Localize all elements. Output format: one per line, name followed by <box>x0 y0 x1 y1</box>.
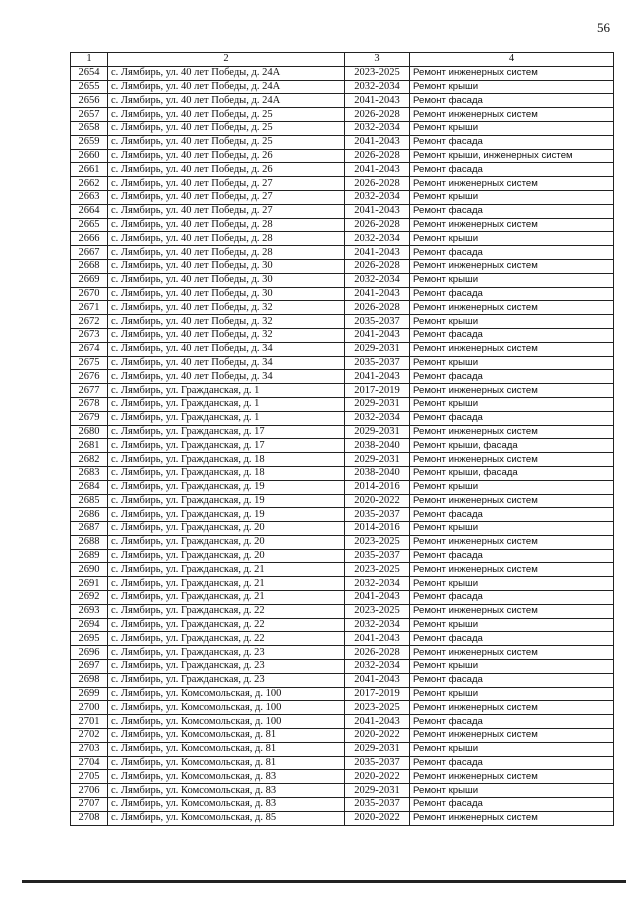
table-row <box>71 715 614 729</box>
work-type-cell: Ремонт крыши <box>410 480 614 494</box>
work-type-cell: Ремонт фасада <box>410 135 614 149</box>
period-cell: 2026-2028 <box>345 218 410 232</box>
row-number-cell: 2701 <box>71 715 108 729</box>
row-number-cell: 2678 <box>71 397 108 411</box>
table-row <box>71 784 614 798</box>
address-cell: с. Лямбирь, ул. Комсомольская, д. 85 <box>108 811 345 825</box>
work-type-cell: Ремонт крыши <box>410 687 614 701</box>
table-row <box>71 770 614 784</box>
period-cell: 2041-2043 <box>345 246 410 260</box>
table-row <box>71 811 614 825</box>
address-cell: с. Лямбирь, ул. 40 лет Победы, д. 32 <box>108 301 345 315</box>
period-cell: 2026-2028 <box>345 301 410 315</box>
row-number-cell: 2665 <box>71 218 108 232</box>
address-cell: с. Лямбирь, ул. 40 лет Победы, д. 34 <box>108 370 345 384</box>
table-row <box>71 287 614 301</box>
period-cell: 2014-2016 <box>345 480 410 494</box>
address-cell: с. Лямбирь, ул. 40 лет Победы, д. 28 <box>108 218 345 232</box>
row-number-cell: 2673 <box>71 328 108 342</box>
table-row <box>71 273 614 287</box>
row-number-cell: 2675 <box>71 356 108 370</box>
table-row <box>71 218 614 232</box>
table-row <box>71 563 614 577</box>
work-type-cell: Ремонт крыши <box>410 80 614 94</box>
work-type-cell: Ремонт крыши, инженерных систем <box>410 149 614 163</box>
address-cell: с. Лямбирь, ул. Комсомольская, д. 83 <box>108 798 345 812</box>
period-cell: 2041-2043 <box>345 328 410 342</box>
address-cell: с. Лямбирь, ул. Комсомольская, д. 100 <box>108 715 345 729</box>
row-number-cell: 2680 <box>71 425 108 439</box>
period-cell: 2035-2037 <box>345 756 410 770</box>
work-type-cell: Ремонт крыши <box>410 190 614 204</box>
work-type-cell: Ремонт фасада <box>410 591 614 605</box>
address-cell: с. Лямбирь, ул. 40 лет Победы, д. 26 <box>108 163 345 177</box>
address-cell: с. Лямбирь, ул. Гражданская, д. 18 <box>108 466 345 480</box>
table-row <box>71 328 614 342</box>
table-row <box>71 135 614 149</box>
row-number-cell: 2688 <box>71 535 108 549</box>
work-type-cell: Ремонт инженерных систем <box>410 425 614 439</box>
address-cell: с. Лямбирь, ул. Гражданская, д. 19 <box>108 480 345 494</box>
row-number-cell: 2658 <box>71 121 108 135</box>
address-cell: с. Лямбирь, ул. 40 лет Победы, д. 34 <box>108 342 345 356</box>
row-number-cell: 2699 <box>71 687 108 701</box>
period-cell: 2032-2034 <box>345 80 410 94</box>
row-number-cell: 2693 <box>71 604 108 618</box>
table-row <box>71 121 614 135</box>
work-type-cell: Ремонт инженерных систем <box>410 770 614 784</box>
period-cell: 2029-2031 <box>345 453 410 467</box>
period-cell: 2023-2025 <box>345 563 410 577</box>
table-row <box>71 356 614 370</box>
address-cell: с. Лямбирь, ул. 40 лет Победы, д. 24А <box>108 80 345 94</box>
table-row <box>71 301 614 315</box>
row-number-cell: 2707 <box>71 798 108 812</box>
address-cell: с. Лямбирь, ул. 40 лет Победы, д. 30 <box>108 287 345 301</box>
period-cell: 2020-2022 <box>345 770 410 784</box>
address-cell: с. Лямбирь, ул. Гражданская, д. 22 <box>108 632 345 646</box>
work-type-cell: Ремонт крыши, фасада <box>410 439 614 453</box>
work-type-cell: Ремонт фасада <box>410 798 614 812</box>
page-number: 56 <box>597 20 610 35</box>
work-type-cell: Ремонт крыши <box>410 618 614 632</box>
row-number-cell: 2674 <box>71 342 108 356</box>
row-number-cell: 2672 <box>71 315 108 329</box>
period-cell: 2023-2025 <box>345 66 410 80</box>
table-row <box>71 259 614 273</box>
address-cell: с. Лямбирь, ул. 40 лет Победы, д. 32 <box>108 315 345 329</box>
address-cell: с. Лямбирь, ул. 40 лет Победы, д. 25 <box>108 135 345 149</box>
address-cell: с. Лямбирь, ул. Комсомольская, д. 100 <box>108 687 345 701</box>
address-cell: с. Лямбирь, ул. Гражданская, д. 22 <box>108 618 345 632</box>
table-row <box>71 508 614 522</box>
address-cell: с. Лямбирь, ул. Гражданская, д. 21 <box>108 591 345 605</box>
work-type-cell: Ремонт инженерных систем <box>410 811 614 825</box>
address-cell: с. Лямбирь, ул. Гражданская, д. 19 <box>108 508 345 522</box>
period-cell: 2029-2031 <box>345 342 410 356</box>
table-row <box>71 411 614 425</box>
work-type-cell: Ремонт крыши <box>410 660 614 674</box>
work-type-cell: Ремонт инженерных систем <box>410 604 614 618</box>
address-cell: с. Лямбирь, ул. Гражданская, д. 19 <box>108 494 345 508</box>
period-cell: 2014-2016 <box>345 522 410 536</box>
row-number-cell: 2654 <box>71 66 108 80</box>
work-type-cell: Ремонт фасада <box>410 673 614 687</box>
period-cell: 2041-2043 <box>345 591 410 605</box>
work-type-cell: Ремонт инженерных систем <box>410 453 614 467</box>
row-number-cell: 2663 <box>71 190 108 204</box>
address-cell: с. Лямбирь, ул. 40 лет Победы, д. 27 <box>108 190 345 204</box>
period-cell: 2038-2040 <box>345 466 410 480</box>
row-number-cell: 2702 <box>71 729 108 743</box>
column-header-address: 2 <box>108 53 345 67</box>
address-cell: с. Лямбирь, ул. 40 лет Победы, д. 27 <box>108 204 345 218</box>
period-cell: 2032-2034 <box>345 660 410 674</box>
period-cell: 2032-2034 <box>345 121 410 135</box>
row-number-cell: 2660 <box>71 149 108 163</box>
address-cell: с. Лямбирь, ул. Комсомольская, д. 83 <box>108 784 345 798</box>
address-cell: с. Лямбирь, ул. Гражданская, д. 23 <box>108 660 345 674</box>
table-row <box>71 522 614 536</box>
period-cell: 2029-2031 <box>345 425 410 439</box>
work-type-cell: Ремонт инженерных систем <box>410 108 614 122</box>
work-type-cell: Ремонт крыши <box>410 273 614 287</box>
work-type-cell: Ремонт инженерных систем <box>410 301 614 315</box>
address-cell: с. Лямбирь, ул. Гражданская, д. 23 <box>108 673 345 687</box>
period-cell: 2032-2034 <box>345 411 410 425</box>
row-number-cell: 2679 <box>71 411 108 425</box>
work-type-cell: Ремонт фасада <box>410 94 614 108</box>
table-row <box>71 232 614 246</box>
period-cell: 2023-2025 <box>345 701 410 715</box>
period-cell: 2026-2028 <box>345 108 410 122</box>
work-type-cell: Ремонт фасада <box>410 370 614 384</box>
row-number-cell: 2694 <box>71 618 108 632</box>
row-number-cell: 2659 <box>71 135 108 149</box>
table-row <box>71 315 614 329</box>
address-cell: с. Лямбирь, ул. Гражданская, д. 17 <box>108 439 345 453</box>
table-row <box>71 246 614 260</box>
work-type-cell: Ремонт фасада <box>410 328 614 342</box>
work-type-cell: Ремонт фасада <box>410 246 614 260</box>
row-number-cell: 2671 <box>71 301 108 315</box>
work-type-cell: Ремонт крыши <box>410 232 614 246</box>
table-row <box>71 687 614 701</box>
address-cell: с. Лямбирь, ул. Комсомольская, д. 81 <box>108 729 345 743</box>
work-type-cell: Ремонт инженерных систем <box>410 342 614 356</box>
period-cell: 2035-2037 <box>345 508 410 522</box>
work-type-cell: Ремонт инженерных систем <box>410 177 614 191</box>
row-number-cell: 2662 <box>71 177 108 191</box>
address-cell: с. Лямбирь, ул. 40 лет Победы, д. 30 <box>108 273 345 287</box>
work-type-cell: Ремонт фасада <box>410 549 614 563</box>
period-cell: 2032-2034 <box>345 190 410 204</box>
address-cell: с. Лямбирь, ул. 40 лет Победы, д. 24А <box>108 66 345 80</box>
table-header-row <box>71 53 614 67</box>
address-cell: с. Лямбирь, ул. Гражданская, д. 20 <box>108 535 345 549</box>
address-cell: с. Лямбирь, ул. Комсомольская, д. 100 <box>108 701 345 715</box>
column-header-work-type: 4 <box>410 53 614 67</box>
period-cell: 2041-2043 <box>345 715 410 729</box>
address-cell: с. Лямбирь, ул. Комсомольская, д. 81 <box>108 756 345 770</box>
address-cell: с. Лямбирь, ул. Гражданская, д. 1 <box>108 397 345 411</box>
work-type-cell: Ремонт инженерных систем <box>410 646 614 660</box>
table-row <box>71 397 614 411</box>
table-row <box>71 494 614 508</box>
work-type-cell: Ремонт инженерных систем <box>410 218 614 232</box>
work-type-cell: Ремонт фасада <box>410 756 614 770</box>
period-cell: 2029-2031 <box>345 397 410 411</box>
table-row <box>71 370 614 384</box>
period-cell: 2041-2043 <box>345 94 410 108</box>
period-cell: 2023-2025 <box>345 604 410 618</box>
row-number-cell: 2656 <box>71 94 108 108</box>
address-cell: с. Лямбирь, ул. Гражданская, д. 21 <box>108 563 345 577</box>
table-row <box>71 756 614 770</box>
row-number-cell: 2697 <box>71 660 108 674</box>
work-type-cell: Ремонт крыши <box>410 742 614 756</box>
table-row <box>71 480 614 494</box>
table-row <box>71 439 614 453</box>
period-cell: 2032-2034 <box>345 577 410 591</box>
table-row <box>71 577 614 591</box>
work-type-cell: Ремонт инженерных систем <box>410 66 614 80</box>
address-cell: с. Лямбирь, ул. Гражданская, д. 18 <box>108 453 345 467</box>
row-number-cell: 2689 <box>71 549 108 563</box>
address-cell: с. Лямбирь, ул. Гражданская, д. 22 <box>108 604 345 618</box>
period-cell: 2017-2019 <box>345 384 410 398</box>
table-row <box>71 94 614 108</box>
period-cell: 2017-2019 <box>345 687 410 701</box>
row-number-cell: 2706 <box>71 784 108 798</box>
table-row <box>71 342 614 356</box>
row-number-cell: 2667 <box>71 246 108 260</box>
work-type-cell: Ремонт инженерных систем <box>410 259 614 273</box>
table-row <box>71 108 614 122</box>
address-cell: с. Лямбирь, ул. Комсомольская, д. 83 <box>108 770 345 784</box>
table-row <box>71 163 614 177</box>
period-cell: 2041-2043 <box>345 287 410 301</box>
row-number-cell: 2692 <box>71 591 108 605</box>
address-cell: с. Лямбирь, ул. 40 лет Победы, д. 28 <box>108 246 345 260</box>
address-cell: с. Лямбирь, ул. 40 лет Победы, д. 24А <box>108 94 345 108</box>
table-row <box>71 673 614 687</box>
work-type-cell: Ремонт крыши <box>410 397 614 411</box>
row-number-cell: 2670 <box>71 287 108 301</box>
address-cell: с. Лямбирь, ул. 40 лет Победы, д. 34 <box>108 356 345 370</box>
period-cell: 2041-2043 <box>345 204 410 218</box>
row-number-cell: 2676 <box>71 370 108 384</box>
table-row <box>71 604 614 618</box>
table-row <box>71 425 614 439</box>
period-cell: 2035-2037 <box>345 356 410 370</box>
row-number-cell: 2677 <box>71 384 108 398</box>
row-number-cell: 2661 <box>71 163 108 177</box>
work-type-cell: Ремонт фасада <box>410 411 614 425</box>
period-cell: 2035-2037 <box>345 549 410 563</box>
period-cell: 2041-2043 <box>345 163 410 177</box>
row-number-cell: 2669 <box>71 273 108 287</box>
work-type-cell: Ремонт фасада <box>410 715 614 729</box>
period-cell: 2035-2037 <box>345 798 410 812</box>
row-number-cell: 2682 <box>71 453 108 467</box>
period-cell: 2020-2022 <box>345 729 410 743</box>
period-cell: 2038-2040 <box>345 439 410 453</box>
address-cell: с. Лямбирь, ул. Гражданская, д. 1 <box>108 411 345 425</box>
period-cell: 2041-2043 <box>345 370 410 384</box>
row-number-cell: 2705 <box>71 770 108 784</box>
column-header-period: 3 <box>345 53 410 67</box>
table-row <box>71 466 614 480</box>
work-type-cell: Ремонт крыши <box>410 577 614 591</box>
address-cell: с. Лямбирь, ул. Гражданская, д. 17 <box>108 425 345 439</box>
work-type-cell: Ремонт фасада <box>410 508 614 522</box>
row-number-cell: 2655 <box>71 80 108 94</box>
table-row <box>71 701 614 715</box>
table-row <box>71 149 614 163</box>
row-number-cell: 2683 <box>71 466 108 480</box>
period-cell: 2026-2028 <box>345 259 410 273</box>
address-cell: с. Лямбирь, ул. 40 лет Победы, д. 26 <box>108 149 345 163</box>
period-cell: 2029-2031 <box>345 742 410 756</box>
period-cell: 2041-2043 <box>345 135 410 149</box>
row-number-cell: 2700 <box>71 701 108 715</box>
period-cell: 2032-2034 <box>345 273 410 287</box>
period-cell: 2026-2028 <box>345 646 410 660</box>
work-type-cell: Ремонт крыши <box>410 356 614 370</box>
table-row <box>71 798 614 812</box>
table-row <box>71 549 614 563</box>
address-cell: с. Лямбирь, ул. Гражданская, д. 20 <box>108 522 345 536</box>
work-type-cell: Ремонт крыши <box>410 315 614 329</box>
work-type-cell: Ремонт крыши, фасада <box>410 466 614 480</box>
table-row <box>71 384 614 398</box>
work-type-cell: Ремонт инженерных систем <box>410 701 614 715</box>
table-row <box>71 453 614 467</box>
row-number-cell: 2668 <box>71 259 108 273</box>
address-cell: с. Лямбирь, ул. Гражданская, д. 23 <box>108 646 345 660</box>
address-cell: с. Лямбирь, ул. Гражданская, д. 21 <box>108 577 345 591</box>
period-cell: 2035-2037 <box>345 315 410 329</box>
period-cell: 2029-2031 <box>345 784 410 798</box>
registry-table <box>70 52 614 826</box>
table-row <box>71 618 614 632</box>
work-type-cell: Ремонт фасада <box>410 163 614 177</box>
row-number-cell: 2685 <box>71 494 108 508</box>
work-type-cell: Ремонт инженерных систем <box>410 535 614 549</box>
row-number-cell: 2666 <box>71 232 108 246</box>
column-header-number: 1 <box>71 53 108 67</box>
period-cell: 2020-2022 <box>345 494 410 508</box>
address-cell: с. Лямбирь, ул. Гражданская, д. 1 <box>108 384 345 398</box>
row-number-cell: 2657 <box>71 108 108 122</box>
work-type-cell: Ремонт инженерных систем <box>410 494 614 508</box>
row-number-cell: 2696 <box>71 646 108 660</box>
address-cell: с. Лямбирь, ул. 40 лет Победы, д. 28 <box>108 232 345 246</box>
table-row <box>71 66 614 80</box>
table-row <box>71 177 614 191</box>
address-cell: с. Лямбирь, ул. 40 лет Победы, д. 27 <box>108 177 345 191</box>
row-number-cell: 2684 <box>71 480 108 494</box>
row-number-cell: 2664 <box>71 204 108 218</box>
row-number-cell: 2704 <box>71 756 108 770</box>
row-number-cell: 2691 <box>71 577 108 591</box>
period-cell: 2032-2034 <box>345 232 410 246</box>
work-type-cell: Ремонт фасада <box>410 632 614 646</box>
table-body <box>71 66 614 825</box>
row-number-cell: 2686 <box>71 508 108 522</box>
address-cell: с. Лямбирь, ул. 40 лет Победы, д. 25 <box>108 121 345 135</box>
row-number-cell: 2698 <box>71 673 108 687</box>
period-cell: 2041-2043 <box>345 632 410 646</box>
table-row <box>71 632 614 646</box>
work-type-cell: Ремонт инженерных систем <box>410 384 614 398</box>
table-row <box>71 729 614 743</box>
row-number-cell: 2690 <box>71 563 108 577</box>
row-number-cell: 2687 <box>71 522 108 536</box>
period-cell: 2032-2034 <box>345 618 410 632</box>
work-type-cell: Ремонт инженерных систем <box>410 729 614 743</box>
work-type-cell: Ремонт фасада <box>410 287 614 301</box>
work-type-cell: Ремонт инженерных систем <box>410 563 614 577</box>
row-number-cell: 2703 <box>71 742 108 756</box>
table-row <box>71 646 614 660</box>
work-type-cell: Ремонт крыши <box>410 784 614 798</box>
table-row <box>71 591 614 605</box>
table-row <box>71 204 614 218</box>
table-row <box>71 80 614 94</box>
table-row <box>71 660 614 674</box>
table-row <box>71 535 614 549</box>
period-cell: 2023-2025 <box>345 535 410 549</box>
row-number-cell: 2695 <box>71 632 108 646</box>
row-number-cell: 2708 <box>71 811 108 825</box>
period-cell: 2026-2028 <box>345 177 410 191</box>
address-cell: с. Лямбирь, ул. 40 лет Победы, д. 30 <box>108 259 345 273</box>
period-cell: 2041-2043 <box>345 673 410 687</box>
address-cell: с. Лямбирь, ул. 40 лет Победы, д. 25 <box>108 108 345 122</box>
table-row <box>71 742 614 756</box>
work-type-cell: Ремонт крыши <box>410 121 614 135</box>
period-cell: 2026-2028 <box>345 149 410 163</box>
scan-bottom-edge <box>22 880 626 883</box>
address-cell: с. Лямбирь, ул. Комсомольская, д. 81 <box>108 742 345 756</box>
period-cell: 2020-2022 <box>345 811 410 825</box>
row-number-cell: 2681 <box>71 439 108 453</box>
address-cell: с. Лямбирь, ул. 40 лет Победы, д. 32 <box>108 328 345 342</box>
table-row <box>71 190 614 204</box>
work-type-cell: Ремонт крыши <box>410 522 614 536</box>
address-cell: с. Лямбирь, ул. Гражданская, д. 20 <box>108 549 345 563</box>
work-type-cell: Ремонт фасада <box>410 204 614 218</box>
